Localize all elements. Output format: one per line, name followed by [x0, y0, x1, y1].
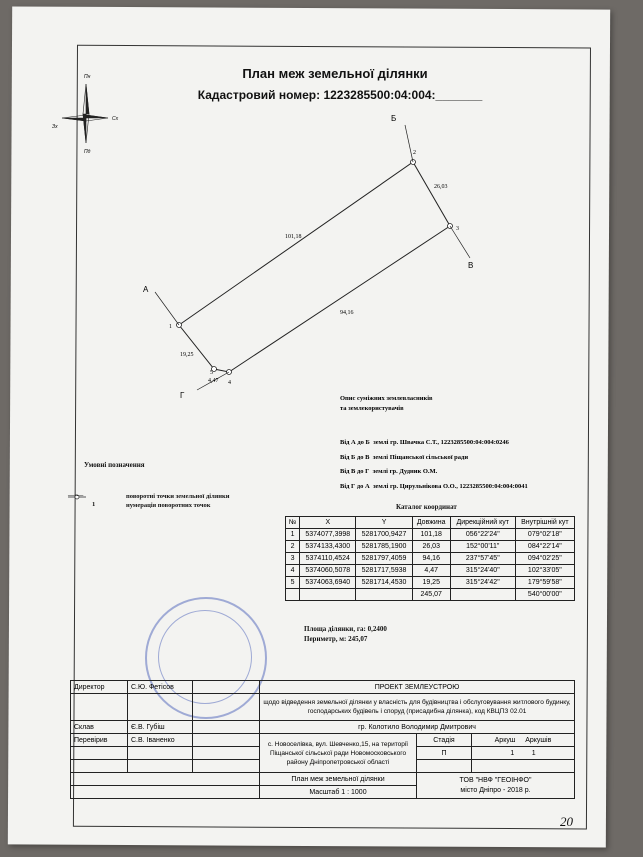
catalog-cell: 237°57'45": [450, 553, 515, 565]
plot-boundary: [179, 162, 450, 372]
area: Площа ділянки, га: 0,2400: [304, 625, 387, 633]
compass-east: Сх: [112, 116, 119, 122]
catalog-heading: Каталог координат: [396, 503, 457, 511]
letter-g: Г: [180, 391, 185, 400]
catalog-cell: 102°33'05": [515, 565, 574, 577]
stage-value: П: [417, 747, 472, 760]
catalog-row: [286, 541, 575, 553]
name-checker: С.В. Іваненко: [128, 734, 193, 747]
catalog-row: [286, 577, 575, 589]
catalog-cell: 084°22'14": [515, 541, 574, 553]
catalog-cell: 152°00'11": [450, 541, 515, 553]
compass-north: Пн: [84, 74, 91, 80]
col-y: Y: [356, 517, 412, 529]
neighbor-from: Від В до Г: [340, 468, 370, 475]
catalog-cell: 5281700,9427: [356, 529, 412, 541]
catalog-cell: 179°59'58": [515, 577, 574, 589]
neighbor-text: землі гр. Швачка С.Т., 1223285500:04:004:0246: [373, 439, 509, 446]
catalog-cell: 315°24'40": [450, 565, 515, 577]
catalog-header-row: [286, 517, 575, 529]
cadastral-number: Кадастровий номер: 1223285500:04:004:_______: [197, 88, 483, 102]
total-length: 245,07: [412, 589, 450, 601]
title-block: [70, 680, 575, 799]
point-label-1: 1: [169, 324, 172, 330]
col-internal: Внутрішній кут: [515, 517, 574, 529]
address: с. Новоселівка, вул. Шевченко,15, на території Піщанської сільської ради Новомосковського району Дніпропетровської області: [260, 734, 417, 773]
catalog-cell: 26,03: [412, 541, 450, 553]
legend-point-text: поворотні точки земельної ділянки: [126, 493, 230, 500]
catalog-cell: 19,25: [412, 577, 450, 589]
page-number: 20: [560, 814, 573, 829]
col-x: X: [300, 517, 356, 529]
scale: Масштаб 1 : 1000: [260, 786, 417, 799]
catalog-cell: 2: [286, 541, 300, 553]
neighbor-text: землі гр. Дудник О.М.: [372, 468, 438, 475]
neighbor-text: землі Піщанської сільської ради: [372, 453, 469, 461]
catalog-cell: 5281714,4530: [356, 577, 412, 589]
sheet-value: 1: [510, 749, 515, 757]
catalog-cell: 5281785,1900: [356, 541, 412, 553]
catalog-cell: 5281797,4059: [356, 553, 412, 565]
compass-south: Пд: [84, 149, 91, 155]
role-director: Директор: [71, 681, 128, 694]
neighbors-heading-2: та землекористувачів: [340, 405, 404, 412]
catalog-cell: 101,18: [412, 529, 450, 541]
point-label-4: 4: [228, 380, 231, 386]
legend-number-text: нумерація поворотних точок: [126, 502, 211, 509]
coordinate-catalog: [285, 516, 575, 601]
length-4-5: 4,47: [208, 378, 219, 384]
catalog-cell: 094°02'25": [515, 553, 574, 565]
drawing-name: План меж земельної ділянки: [260, 773, 417, 786]
catalog-cell: 3: [286, 553, 300, 565]
catalog-row: [286, 553, 575, 565]
catalog-cell: 94,16: [412, 553, 450, 565]
letter-v: В: [468, 261, 474, 270]
point-label-5: 5: [210, 370, 213, 376]
length-2-3: 26,03: [434, 184, 448, 190]
letter-a: А: [143, 285, 149, 294]
catalog-cell: 079°02'18": [515, 529, 574, 541]
letter-b: Б: [391, 114, 397, 123]
stage-header: Стадія: [417, 734, 472, 747]
owner: гр. Колотило Володимир Дмитрович: [260, 721, 575, 734]
catalog-cell: 5374133,4300: [300, 541, 356, 553]
perimeter: Периметр, м: 245,07: [304, 635, 368, 643]
catalog-cell: 4: [286, 565, 300, 577]
length-3-4: 94,16: [340, 310, 354, 316]
sheet-header: Аркуш: [494, 736, 516, 744]
catalog-cell: 5281717,5938: [356, 565, 412, 577]
catalog-cell: 5374063,6940: [300, 577, 356, 589]
neighbors-list: [340, 395, 528, 494]
length-1-2: 101,18: [285, 234, 302, 240]
legend-number-symbol: 1: [92, 501, 96, 508]
col-no: №: [286, 517, 300, 529]
company: ТОВ "НВФ "ГЕОІНФО": [459, 776, 532, 784]
total-angle: 540°00'00": [515, 589, 574, 601]
neighbor-from: Від Б до В: [340, 453, 370, 461]
role-compiler: Склав: [71, 721, 128, 734]
length-5-1: 19,25: [180, 352, 194, 358]
city-year: місто Дніпро - 2018 р.: [460, 786, 531, 794]
name-compiler: Є.В. Губіш: [128, 721, 193, 734]
catalog-cell: 5: [286, 577, 300, 589]
catalog-cell: 315°24'42": [450, 577, 515, 589]
point-label-2: 2: [413, 150, 416, 156]
neighbor-from: Від Г до А: [340, 482, 370, 490]
project-title: ПРОЕКТ ЗЕМЛЕУСТРОЮ: [260, 681, 575, 694]
compass-west: Зх: [52, 124, 58, 130]
legend-point-symbol: —◦—: [68, 492, 84, 499]
role-checker: Перевірив: [71, 734, 128, 747]
neighbor-text: землі гр. Цирульнікова О.О., 1223285500:04:004:0041: [372, 482, 528, 490]
catalog-cell: 1: [286, 529, 300, 541]
page-title: План меж земельної ділянки: [242, 66, 428, 81]
catalog-cell: 5374060,5078: [300, 565, 356, 577]
catalog-total-row: [286, 589, 575, 601]
catalog-row: [286, 565, 575, 577]
compass-rose-icon: [62, 84, 108, 143]
col-length: Довжина: [412, 517, 450, 529]
name-director: С.Ю. Фетісов: [128, 681, 193, 694]
catalog-row: [286, 529, 575, 541]
col-direction: Дирекційний кут: [450, 517, 515, 529]
catalog-cell: 5374110,4524: [300, 553, 356, 565]
sheets-header: Аркушів: [525, 736, 552, 744]
neighbor-from: Від А до Б: [340, 439, 370, 446]
catalog-cell: 5374077,3998: [300, 529, 356, 541]
neighbors-heading: Опис суміжних землевласників: [340, 395, 433, 402]
legend-heading: Умовні позначення: [84, 461, 145, 469]
project-purpose: щодо відведення земельної ділянки у власність для будівництва і обслуговування житлового будинку, господарських будівель і споруд (присадибна ділянка), код КВЦПЗ 02.01: [260, 694, 575, 721]
point-label-3: 3: [456, 226, 459, 232]
sheets-value: 1: [531, 749, 536, 757]
catalog-cell: 4,47: [412, 565, 450, 577]
catalog-cell: 056°22'24": [450, 529, 515, 541]
